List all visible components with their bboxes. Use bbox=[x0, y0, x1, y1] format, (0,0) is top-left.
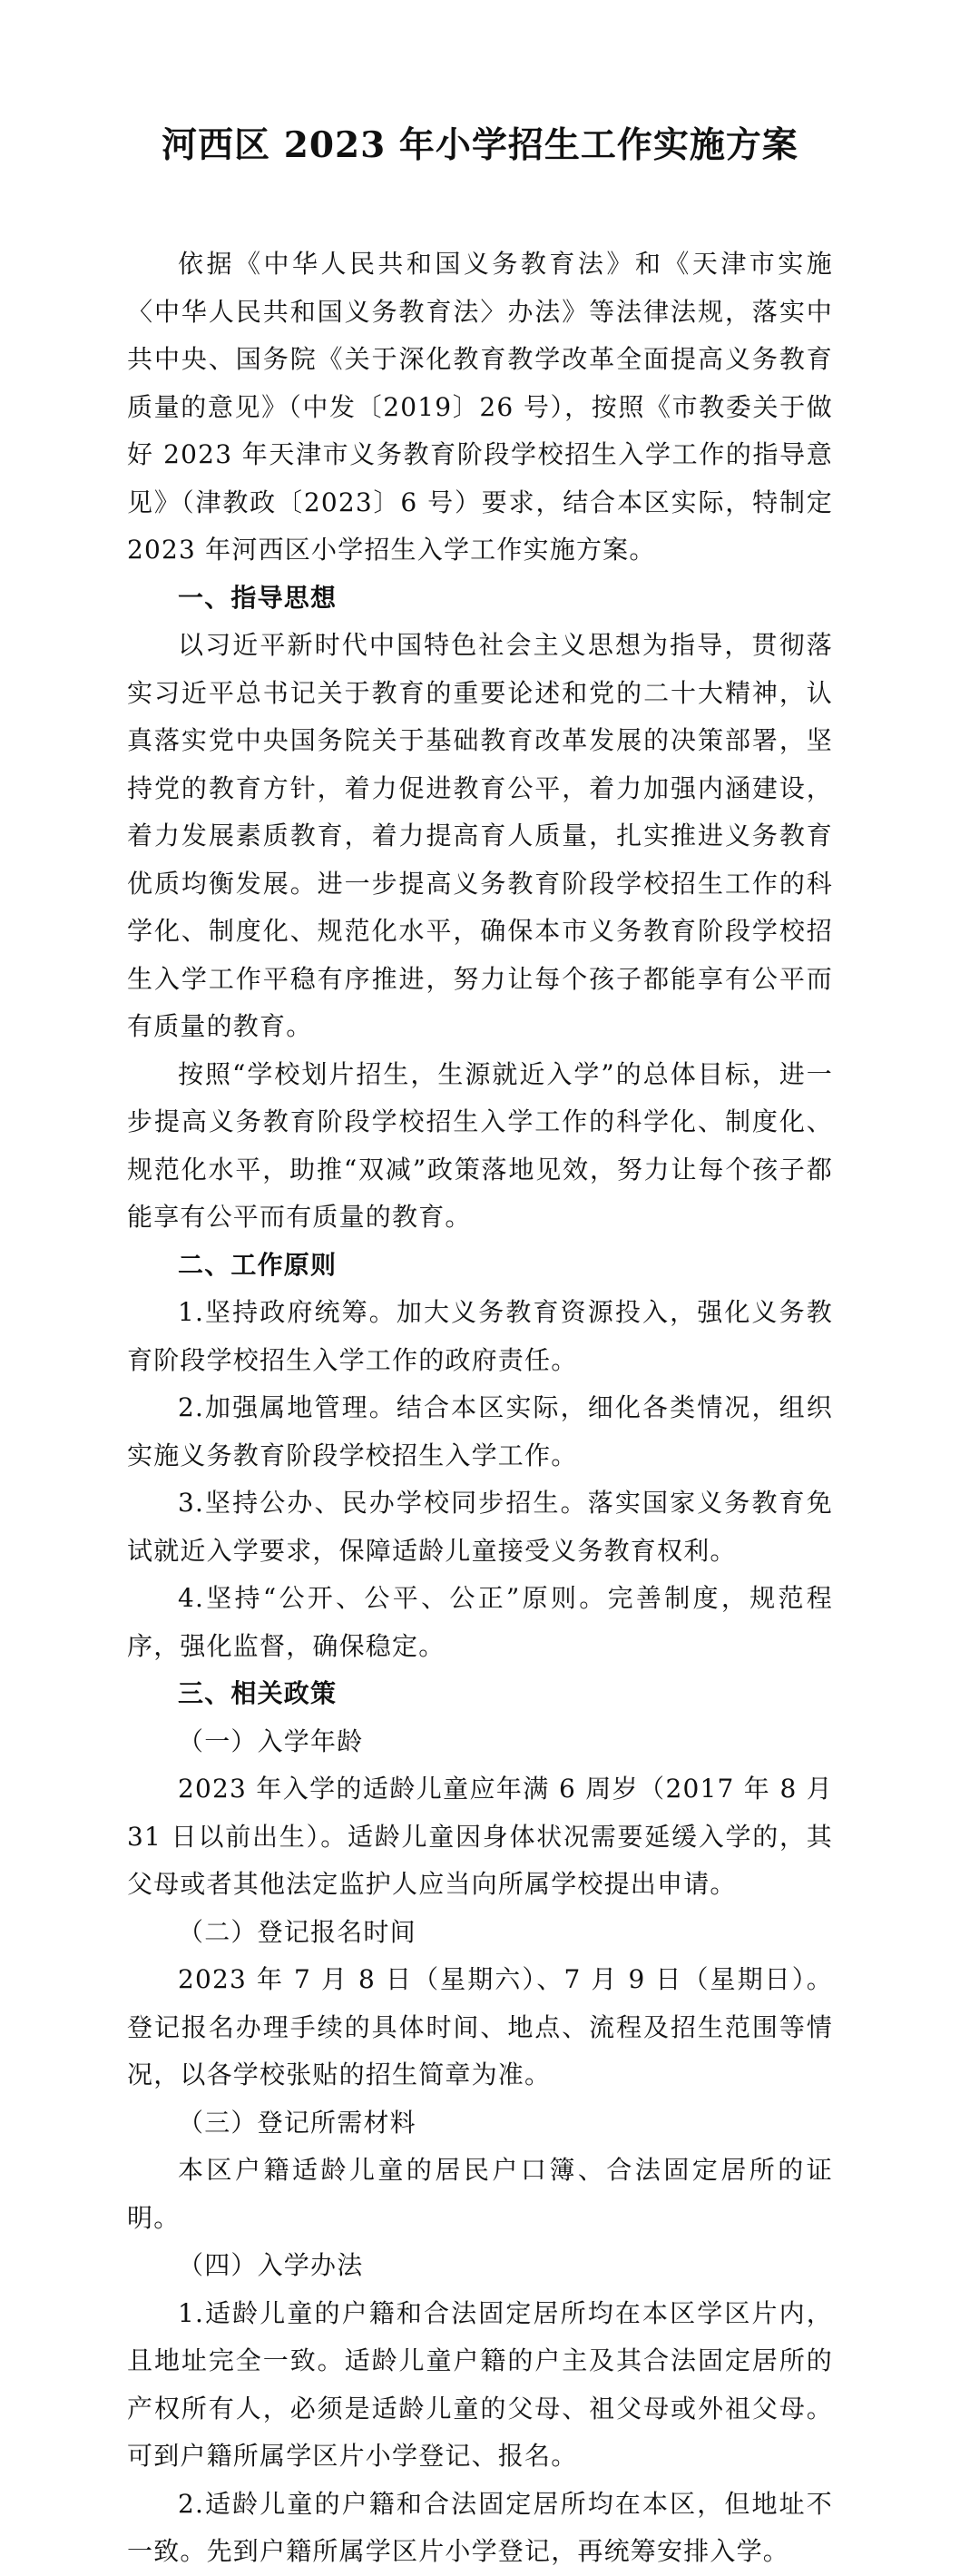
intro-paragraph: 依据《中华人民共和国义务教育法》和《天津市实施〈中华人民共和国义务教育法〉办法》等法律法规，落实中共中央、国务院《关于深化教育教学改革全面提高义务教育质量的意见》（中发〔2019〕26 号），按照《市教委关于做好 2023 年天津市义务教育阶段学校招生入学工作的指导意见》（津教政〔2023〕6 号）要求，结合本区实际，特制定 2023 年河西区小学招生入学工作实施方案。 bbox=[127, 249, 833, 565]
subheading-enrollment-age: （一）入学年龄 bbox=[178, 1726, 364, 1756]
principle-item-4: 4.坚持“公开、公平、公正”原则。完善制度，规范程序，强化监督，确保稳定。 bbox=[127, 1583, 833, 1661]
section-heading-guiding-ideology: 一、指导思想 bbox=[178, 582, 338, 613]
admission-method-item-2: 2.适龄儿童的户籍和合法固定居所均在本区，但地址不一致。先到户籍所属学区片小学登记，再统筹安排入学。 bbox=[127, 2488, 833, 2566]
required-materials-paragraph: 本区户籍适龄儿童的居民户口簿、合法固定居所的证明。 bbox=[127, 2155, 833, 2233]
subheading-registration-time: （二）登记报名时间 bbox=[178, 1916, 416, 1947]
admission-method-item-1: 1.适龄儿童的户籍和合法固定居所均在本区学区片内，且地址完全一致。适龄儿童户籍的户主及其合法固定居所的产权所有人，必须是适龄儿童的父母、祖父母或外祖父母。可到户籍所属学区片小学登记、报名。 bbox=[127, 2297, 833, 2471]
document-title: 河西区 2023 年小学招生工作实施方案 bbox=[162, 124, 798, 166]
guiding-ideology-paragraph-2: 按照“学校划片招生，生源就近入学”的总体目标，进一步提高义务教育阶段学校招生入学工作的科学化、制度化、规范化水平，助推“双减”政策落地见效，努力让每个孩子都能享有公平而有质量的教育。 bbox=[127, 1058, 833, 1232]
section-heading-work-principles: 二、工作原则 bbox=[178, 1249, 338, 1280]
guiding-ideology-paragraph-1: 以习近平新时代中国特色社会主义思想为指导，贯彻落实习近平总书记关于教育的重要论述和党的二十大精神，认真落实党中央国务院关于基础教育改革发展的决策部署，坚持党的教育方针，着力促进教育公平，着力加强内涵建设，着力发展素质教育，着力提高育人质量，扎实推进义务教育优质均衡发展。进一步提高义务教育阶段学校招生工作的科学化、制度化、规范化水平，确保本市义务教育阶段学校招生入学工作平稳有序推进，努力让每个孩子都能享有公平而有质量的教育。 bbox=[127, 630, 833, 1041]
principle-item-2: 2.加强属地管理。结合本区实际，细化各类情况，组织实施义务教育阶段学校招生入学工作。 bbox=[127, 1392, 833, 1470]
principle-item-1: 1.坚持政府统筹。加大义务教育资源投入，强化义务教育阶段学校招生入学工作的政府责任。 bbox=[127, 1297, 833, 1375]
subheading-admission-method: （四）入学办法 bbox=[178, 2250, 364, 2280]
subheading-required-materials: （三）登记所需材料 bbox=[178, 2107, 416, 2138]
section-heading-related-policies: 三、相关政策 bbox=[178, 1678, 338, 1708]
enrollment-age-paragraph: 2023 年入学的适龄儿童应年满 6 周岁（2017 年 8 月 31 日以前出生）。适龄儿童因身体状况需要延缓入学的，其父母或者其他法定监护人应当向所属学校提出申请。 bbox=[127, 1774, 833, 1899]
registration-time-paragraph: 2023 年 7 月 8 日（星期六）、7 月 9 日（星期日）。登记报名办理手续的具体时间、地点、流程及招生范围等情况，以各学校张贴的招生简章为准。 bbox=[127, 1964, 833, 2089]
principle-item-3: 3.坚持公办、民办学校同步招生。落实国家义务教育免试就近入学要求，保障适龄儿童接受义务教育权利。 bbox=[127, 1488, 833, 1566]
